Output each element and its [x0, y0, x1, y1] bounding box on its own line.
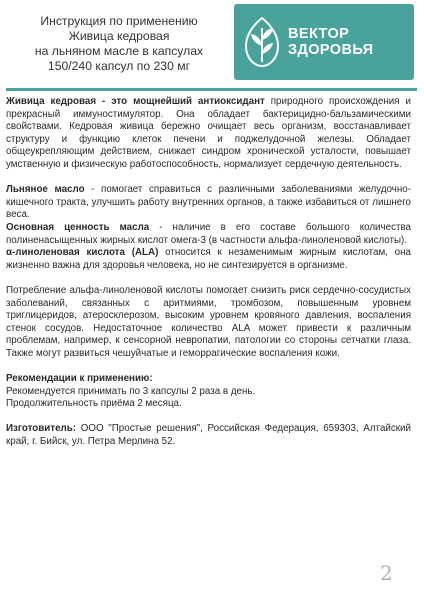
recommendations-dosage: Рекомендуется принимать по 3 капсулы 2 раза в день. — [6, 385, 256, 397]
manufacturer-info — [6, 423, 411, 448]
resin-text: природного происхождения и прекрасный иммуностимулятор. Она обладает бактерицидно-бальзамическими свойствами. Кедровая живица бережно очищает весь организм, восстанавливает структуру и функцию клеток печени и поджелудочной железы. Обладает общеукрепляющим действием, снижает синдром хронической усталости, повышает умственную и физическую работоспособность, нормализует сердечную деятельность. — [6, 96, 411, 170]
title-line-4: 150/240 капсул по 230 мг — [47, 59, 191, 73]
paragraph-ala-benefits: Потребление альфа-линоленовой кислоты помогает снизить риск сердечно-сосудистых заболеваний, связанных с аритмиями, тромбозом, повышенным уровнем триглицеридов, атеросклерозом, высоким уровнем кровяного давления, воспаления стенок сосудов. Недостаточное количество ALA может привести к различным проблемам, например, к сенсорной невропатии, патологии со стороны сетчатки глаза. Также могут развиться чешуйчатые и геморрагические воспаления кожи. — [6, 284, 411, 359]
paragraph-flax-oil — [6, 184, 411, 222]
document-header — [0, 0, 424, 84]
page-number: 2 — [380, 561, 393, 585]
brand-logo — [234, 4, 414, 80]
ala-heading: α-линоленовая кислота (ALA) — [6, 247, 159, 259]
title-line-2: Живица кедровая — [68, 29, 170, 43]
flax-oil-text: - помогает справиться с различными заболеваниями желудочно-кишечного тракта, улучшить работу внутренних органов, а также избавиться от лишнего веса. — [6, 184, 411, 221]
header-divider — [6, 88, 417, 91]
oil-value-heading: Основная ценность масла — [6, 221, 150, 233]
instruction-body — [6, 96, 411, 449]
leaf-plus-icon — [242, 16, 282, 68]
recommendations-heading: Рекомендации к применению: — [6, 373, 153, 385]
title-line-3: на льняном масле в капсулах — [34, 44, 204, 58]
product-title-block — [10, 14, 228, 74]
ala-text: относится к незаменимым жирным кислотам, она жизненно важна для здоровья человека, но не синтезируется в организме. — [6, 247, 411, 271]
recommendations-title — [6, 373, 411, 386]
oil-value-text: - наличие в его составе большого количества полиненасыщенных жирных кислот омега-3 (в частности альфа-линоленовой кислоты). — [6, 221, 412, 246]
title-line-1: Инструкция по применению — [40, 14, 198, 28]
brand-name-line-1: ВЕКТОР — [288, 26, 350, 42]
paragraph-ala — [6, 247, 411, 272]
flax-oil-heading: Льняное масло — [6, 184, 85, 196]
resin-heading: Живица кедровая - это мощнейший антиоксидант — [6, 96, 265, 107]
recommendations-duration: Продолжительность приёма 2 месяца. — [6, 398, 182, 410]
manufacturer-text: ООО "Простые решения", Российская Федерация, 659303, Алтайский край, г. Бийск, ул. Петра Мерлина 52. — [6, 423, 411, 448]
paragraph-resin — [6, 96, 411, 172]
brand-name-line-2: ЗДОРОВЬЯ — [288, 42, 374, 58]
manufacturer-label: Изготовитель: — [6, 423, 77, 435]
brand-name — [288, 26, 373, 58]
paragraph-oil-value — [6, 222, 411, 247]
